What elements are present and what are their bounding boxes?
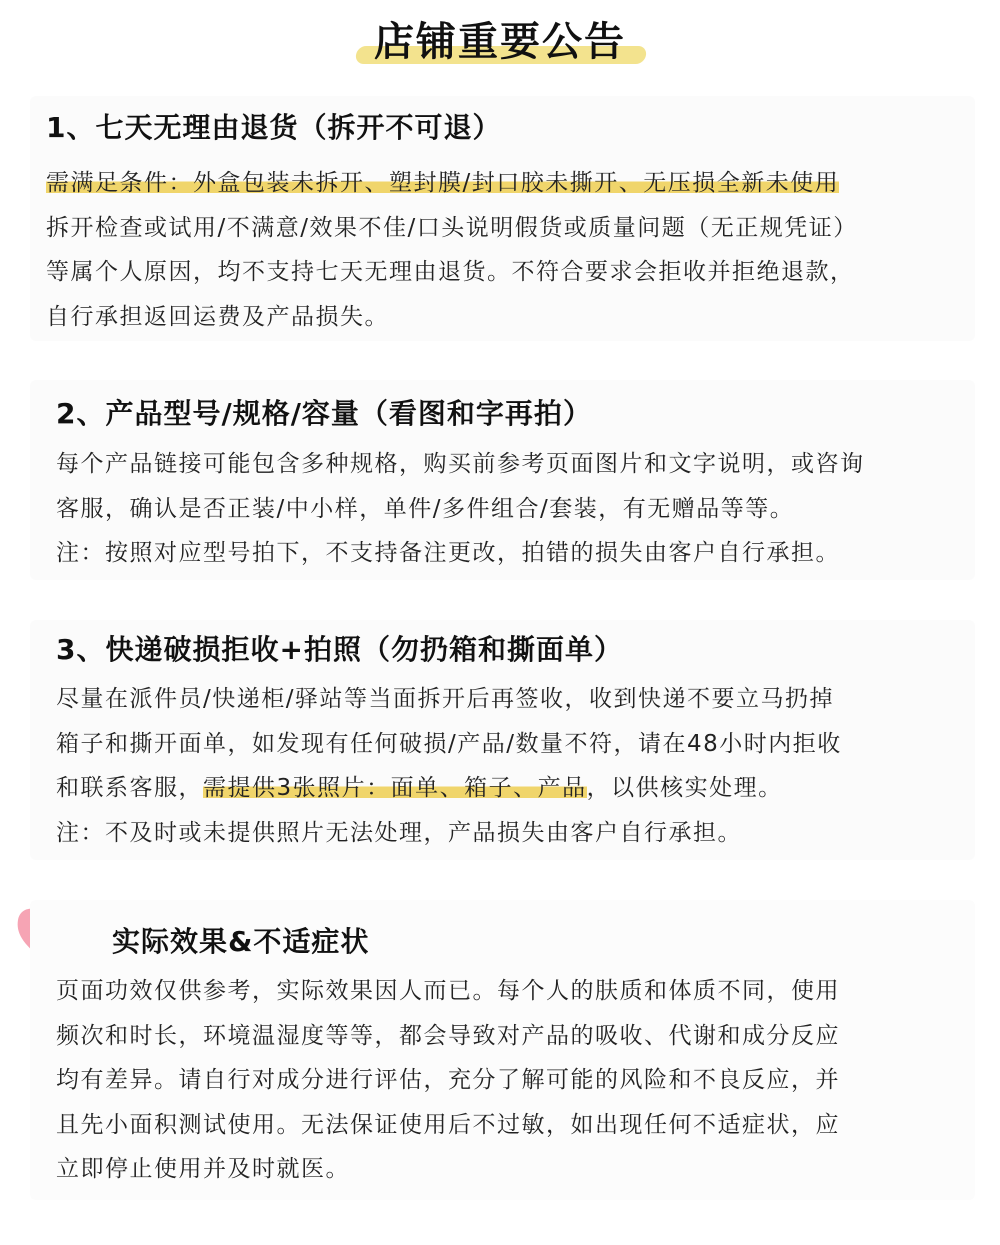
body-line: 注：按照对应型号拍下，不支持备注更改，拍错的损失由客户自行承担。 bbox=[56, 540, 840, 566]
body-line: 注：不及时或未提供照片无法处理，产品损失由客户自行承担。 bbox=[56, 819, 742, 846]
body-line: 拆开检查或试用/不满意/效果不佳/口头说明假货或质量问题（无正规凭证） bbox=[46, 214, 858, 241]
section-body bbox=[56, 442, 865, 576]
body-line: 尽量在派件员/快递柜/驿站等当面拆开后再签收，收到快递不要立马扔掉 bbox=[56, 686, 834, 712]
section-damage bbox=[30, 620, 975, 860]
body-line: 均有差异。请自行对成分进行评估，充分了解可能的风险和不良反应，并 bbox=[56, 1067, 840, 1093]
title-banner bbox=[0, 8, 1000, 72]
body-line: 客服，确认是否正装/中小样，单件/多件组合/套装，有无赠品等等。 bbox=[56, 495, 795, 522]
body-line: 页面功效仅供参考，实际效果因人而已。每个人的肤质和体质不同，使用 bbox=[56, 978, 840, 1004]
body-line: 且先小面积测试使用。无法保证使用后不过敏，如出现任何不适症状，应 bbox=[56, 1111, 840, 1138]
body-line: 频次和时长，环境温湿度等等，都会导致对产品的吸收、代谢和成分反应 bbox=[56, 1022, 840, 1049]
section-body bbox=[56, 677, 842, 855]
section-returns bbox=[30, 96, 975, 341]
section-effects bbox=[30, 900, 975, 1200]
section-body bbox=[56, 969, 840, 1192]
body-line: 自行承担返回运费及产品损失。 bbox=[46, 303, 389, 330]
section-body bbox=[46, 161, 858, 339]
highlighted-text: 需提供3张照片：面单、箱子、产品 bbox=[203, 775, 587, 801]
body-line: 立即停止使用并及时就医。 bbox=[56, 1156, 350, 1182]
highlighted-text: 需满足条件：外盒包装未拆开、塑封膜/封口胶未撕开、无压损全新未使用 bbox=[46, 170, 840, 196]
body-line: 每个产品链接可能包含多种规格，购买前参考页面图片和文字说明，或咨询 bbox=[56, 451, 865, 477]
body-line-mixed: 和联系客服，需提供3张照片：面单、箱子、产品，以供核实处理。 bbox=[56, 775, 783, 801]
body-line: 箱子和撕开面单，如发现有任何破损/产品/数量不符，请在48小时内拒收 bbox=[56, 730, 842, 757]
section-specs bbox=[30, 380, 975, 580]
section-heading: 1、七天无理由退货（拆开不可退） bbox=[46, 111, 502, 144]
page-title: 店铺重要公告 bbox=[374, 19, 626, 65]
section-heading: 2、产品型号/规格/容量（看图和字再拍） bbox=[56, 397, 592, 430]
body-line: 等属个人原因，均不支持七天无理由退货。不符合要求会拒收并拒绝退款， bbox=[46, 259, 855, 285]
section-heading: 3、快递破损拒收+拍照（勿扔箱和撕面单） bbox=[56, 633, 623, 666]
section-heading: 实际效果&不适症状 bbox=[112, 925, 370, 958]
